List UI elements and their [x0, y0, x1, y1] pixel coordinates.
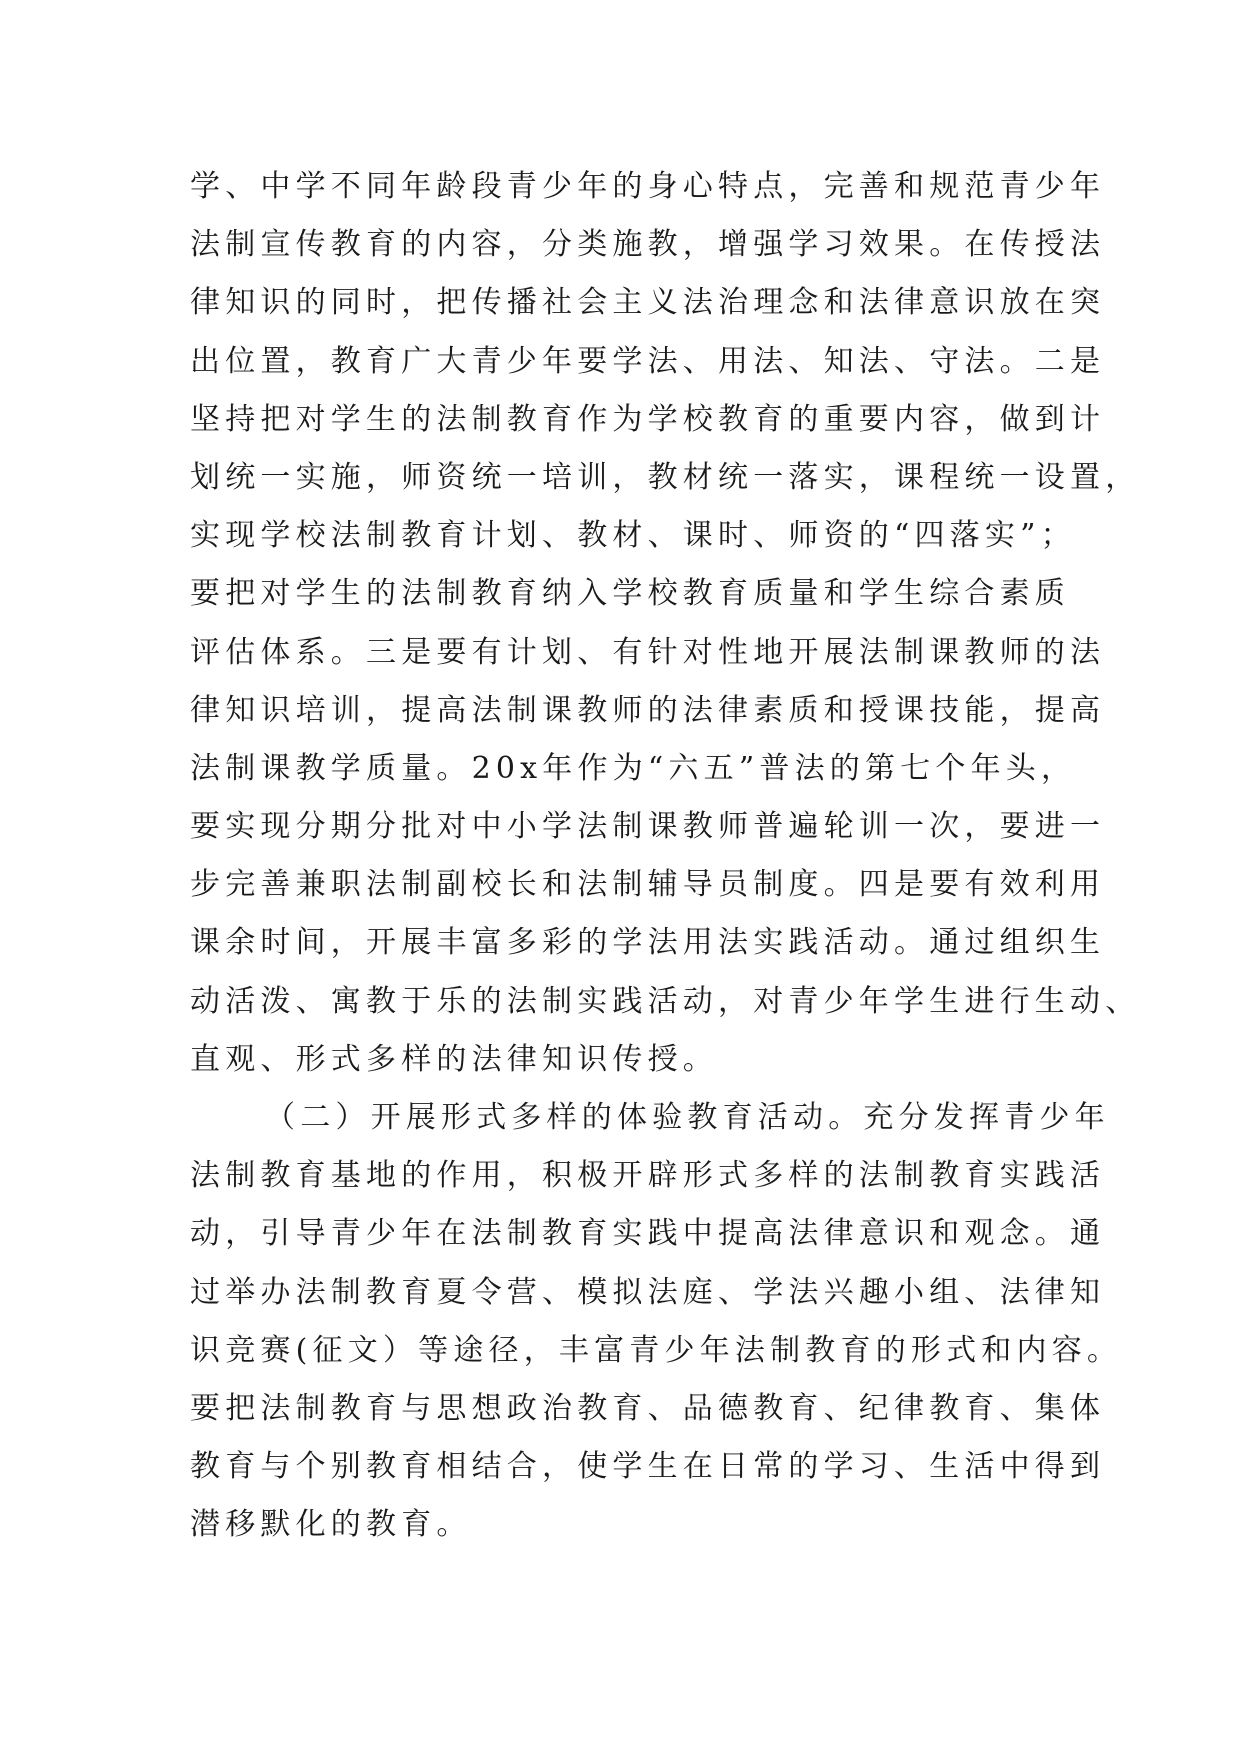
text-line: 要实现分期分批对中小学法制课教师普遍轮训一次，要进一 — [190, 809, 1106, 845]
text-line: 识竞赛(征文）等途径，丰富青少年法制教育的形式和内容。 — [190, 1332, 1123, 1368]
section-heading-line: （二）开展形式多样的体验教育活动。充分发挥青少年 — [265, 1100, 1110, 1135]
document-body — [190, 158, 1141, 1555]
text-line: 法制教育基地的作用，积极开辟形式多样的法制教育实践活 — [190, 1158, 1106, 1194]
text-line: 要把对学生的法制教育纳入学校教育质量和学生综合素质 — [190, 576, 1070, 612]
text-line: 步完善兼职法制副校长和法制辅导员制度。四是要有效利用 — [190, 867, 1106, 903]
text-line: 出位置，教育广大青少年要学法、用法、知法、守法。二是 — [190, 343, 1106, 379]
text-line: 律知识的同时，把传播社会主义法治理念和法律意识放在突 — [190, 285, 1106, 321]
text-line: 法制宣传教育的内容，分类施教，增强学习效果。在传授法 — [190, 227, 1106, 263]
text-line: 动活泼、寓教于乐的法制实践活动，对青少年学生进行生动、 — [190, 983, 1141, 1019]
text-line: 法制课教学质量。20x年作为“六五”普法的第七个年头， — [190, 750, 1077, 786]
text-line: 过举办法制教育夏令营、模拟法庭、学法兴趣小组、法律知 — [190, 1274, 1106, 1310]
text-line: 直观、形式多样的法律知识传授。 — [190, 1041, 718, 1077]
text-line: 教育与个别教育相结合，使学生在日常的学习、生活中得到 — [190, 1449, 1106, 1485]
text-line: 动，引导青少年在法制教育实践中提高法律意识和观念。通 — [190, 1216, 1106, 1252]
text-line: 坚持把对学生的法制教育作为学校教育的重要内容，做到计 — [190, 401, 1106, 437]
text-line: 潜移默化的教育。 — [190, 1507, 472, 1543]
text-line: 划统一实施，师资统一培训，教材统一落实，课程统一设置， — [190, 459, 1141, 495]
text-line: 要把法制教育与思想政治教育、品德教育、纪律教育、集体 — [190, 1390, 1106, 1426]
text-line: 学、中学不同年龄段青少年的身心特点，完善和规范青少年 — [190, 169, 1106, 204]
text-line: 实现学校法制教育计划、教材、课时、师资的“四落实”； — [190, 518, 1076, 554]
text-line: 评估体系。三是要有计划、有针对性地开展法制课教师的法 — [190, 634, 1106, 670]
text-line: 律知识培训，提高法制课教师的法律素质和授课技能，提高 — [190, 692, 1106, 728]
text-line: 课余时间，开展丰富多彩的学法用法实践活动。通过组织生 — [190, 925, 1106, 961]
